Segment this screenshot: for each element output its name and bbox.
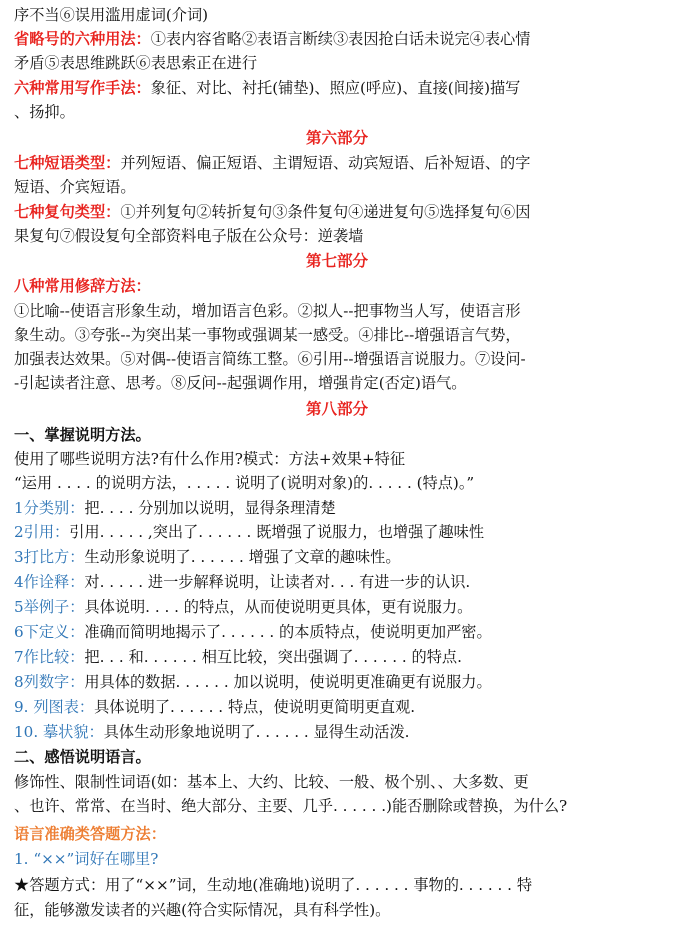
text-line: 短语、介宾短语。 (14, 178, 136, 196)
complex-sentence-line: 七种复句类型：①并列复句②转折复句③条件复句④递进复句⑤选择复句⑥因 (14, 203, 531, 221)
text-line: 果复句⑦假设复句全部资料电子版在公众号：逆袭墙 (14, 227, 364, 245)
subheading-explain-methods: 一、掌握说明方法。 (14, 426, 151, 444)
complex-sentence-heading: 七种复句类型： (14, 203, 121, 221)
method-label: 8列数字： (14, 673, 85, 691)
section-title-7: 第七部分 (305, 251, 368, 270)
method-item: 7作比较：把. . . 和. . . . . . 相互比较，突出强调了. . . . . . 的特点. (14, 648, 462, 666)
method-label: 1分类别： (14, 499, 85, 517)
method-item: 8列数字：用具体的数据. . . . . . 加以说明，使说明更准确更有说服力。 (14, 673, 492, 691)
text-line: ★答题方式：用了“××”词，生动地(准确地)说明了. . . . . . 事物的. . . . . . 特 (14, 876, 533, 894)
method-item: 4作诠释：对. . . . . 进一步解释说明，让读者对. . . 有进一步的认识. (14, 573, 471, 591)
text-line: 象生动。③夸张--为突出某一事物或强调某一感受。④排比--增强语言气势， (14, 326, 521, 344)
question-line (14, 848, 664, 870)
method-item: 5举例子：具体说明. . . . 的特点，从而使说明更具体，更有说服力。 (14, 598, 473, 616)
text-line: 矛盾⑤表思维跳跃⑥表思索正在进行 (14, 54, 257, 72)
section-title-8: 第八部分 (305, 399, 368, 418)
text-line: 征，能够激发读者的兴趣(符合实际情况，具有科学性)。 (14, 901, 391, 919)
method-item: 10. 摹状貌：具体生动形象地说明了. . . . . . 显得生动活泼. (14, 723, 410, 741)
text-line: 加强表达效果。⑤对偶--使语言简练工整。⑥引用--增强语言说服力。⑦设问- (14, 350, 526, 368)
section-title-6: 第六部分 (305, 128, 368, 147)
method-label: 6下定义： (14, 623, 85, 641)
text-line: 、也许、常常、在当时、绝大部分、主要、几乎. . . . . .)能否删除或替换，为什么? (14, 797, 568, 815)
text-line: 序不当⑥误用滥用虚词(介词) (14, 6, 209, 24)
method-item: 3打比方：生动形象说明了. . . . . . 增强了文章的趣味性。 (14, 548, 401, 566)
writing-techniques-line: 六种常用写作手法：象征、对比、衬托(铺垫)、照应(呼应)、直接(间接)描写 (14, 79, 521, 97)
question-label: 1. “××”词好在哪里? (14, 850, 159, 868)
method-item: 9. 列图表：具体说明了. . . . . . 特点，使说明更简明更直观. (14, 698, 416, 716)
ellipsis-usage-heading: 省略号的六种用法： (14, 30, 151, 48)
text-line: 使用了哪些说明方法?有什么作用?模式：方法+效果+特征 (14, 450, 406, 468)
method-label: 3打比方： (14, 548, 85, 566)
method-label: 5举例子： (14, 598, 85, 616)
method-label: 2引用： (14, 523, 70, 541)
text-line: “运用 . . . . 的说明方法，. . . . . 说明了(说明对象)的. . . . . (特点)。” (14, 474, 475, 492)
phrase-types-heading: 七种短语类型： (14, 154, 121, 172)
text-line: 、扬抑。 (14, 103, 75, 121)
method-label: 9. 列图表： (14, 698, 95, 716)
method-item: 6下定义：准确而简明地揭示了. . . . . . 的本质特点，使说明更加严密。 (14, 623, 492, 641)
writing-techniques-heading: 六种常用写作手法： (14, 79, 151, 97)
phrase-types-line: 七种短语类型：并列短语、偏正短语、主谓短语、动宾短语、后补短语、的字 (14, 154, 531, 172)
text-line: 修饰性、限制性词语(如：基本上、大约、比较、一般、极个别、、大多数、更 (14, 773, 529, 791)
rhetoric-heading: 八种常用修辞方法： (14, 277, 151, 295)
accuracy-method-heading-line (14, 823, 664, 845)
subheading-explain-language: 二、感悟说明语言。 (14, 748, 151, 766)
rhetoric-heading-line (14, 275, 664, 297)
accuracy-method-heading: 语言准确类答题方法： (14, 825, 166, 843)
method-label: 4作诠释： (14, 573, 85, 591)
method-label: 10. 摹状貌： (14, 723, 104, 741)
method-label: 7作比较： (14, 648, 85, 666)
method-item: 2引用：引用. . . . . ,突出了. . . . . . 既增强了说服力，也增强了趣味性 (14, 523, 485, 541)
ellipsis-usage-line: 省略号的六种用法：①表内容省略②表语言断续③表因抢白话未说完④表心情 (14, 30, 531, 48)
method-item: 1分类别：把. . . . 分别加以说明，显得条理清楚 (14, 499, 336, 517)
text-line: -引起读者注意、思考。⑧反问--起强调作用，增强肯定(否定)语气。 (14, 374, 467, 392)
text-line: ①比喻--使语言形象生动，增加语言色彩。②拟人--把事物当人写，使语言形 (14, 302, 521, 320)
